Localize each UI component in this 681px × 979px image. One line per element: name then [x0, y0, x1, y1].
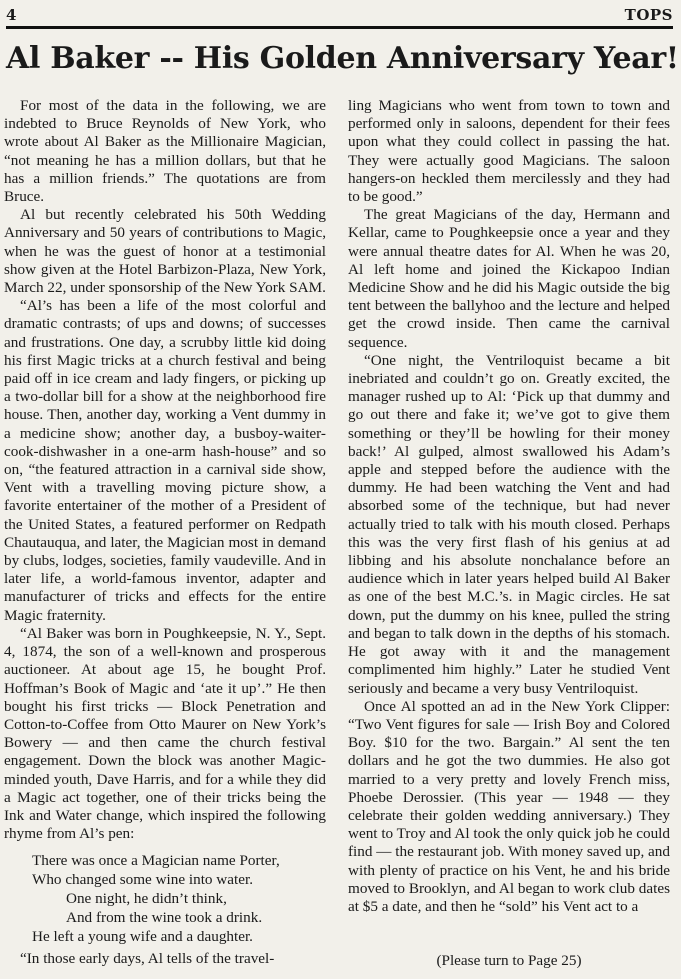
paragraph: Once Al spotted an ad in the New York Clipper: “Two Vent figures for sale — Irish Boy and Colored Boy. $10 for the two. Bargain.” Al sent the ten dollars and he got the two dummies. He also got married to a very pretty and lovely French miss, Phoebe Derossier. (This year — 1948 — they celebrate their golden wedding anniversary.) They went to Troy and Al took the only quick job he could find — the restaurant job. With money saved up, and with plenty of practice on his Vent, he and his bride moved to Brooklyn, and Al began to work club dates at $5 a date, and then he “sold” his Vent act to a — [348, 697, 670, 915]
magazine-name: TOPS — [624, 6, 673, 24]
paragraph: For most of the data in the following, we are indebted to Bruce Reynolds of New York, who wrote about Al Baker as the Millionaire Magician, “not meaning he has a million dollars, but that he has a million friends.” The quotations are from Bruce. — [4, 97, 326, 206]
rhyme-line: There was once a Magician name Porter, — [32, 852, 280, 870]
page-header — [6, 2, 673, 29]
rhyme-line: One night, he didn’t think, — [66, 890, 227, 908]
paragraph: “In those early days, Al tells of the travel- — [20, 950, 275, 968]
rhyme-line: He left a young wife and a daughter. — [32, 928, 253, 946]
paragraph: “One night, the Ventriloquist became a bit inebriated and couldn’t go on. Greatly excited, the manager rushed up to Al: ‘Pick up that dummy and go out there and fake it; we’ve got to give them something or they’ll be howling for their money back!’ Al gulped, almost swallowed his Adam’s apple and stepped before the audience with the dummy. He had been watching the Vent and had absorbed some of the technique, but had never actually tried to talk with his mouth closed. Perhaps this was the very first flash of his genius at ad libbing and his absolute nonchalance before an audience which in later years helped build Al Baker as one of the best M.C.’s. in Magic circles. He sat down, put the dummy on his knee, pulled the string and began to talk down in the depths of his stomach. He got away with it and the management complimented him highly.” Later he studied Vent seriously and became a very busy Ventriloquist. — [348, 351, 670, 697]
paragraph: The great Magicians of the day, Hermann and Kellar, came to Poughkeepsie once a year and they were annual theatre dates for Al. When he was 20, Al left home and joined the Kickapoo Indian Medicine Show and he did his Magic outside the big tent between the ballyhoo and the lecture and helped get the crowd inside. Then came the carnival sequence. — [348, 206, 670, 351]
rhyme — [4, 851, 326, 946]
paragraph: “Al’s has been a life of the most colorful and dramatic contrasts; of ups and downs; of successes and frustrations. One day, a scrubby little kid doing his first Magic tricks at a church festival and being paid off in ice cream and lady fingers, or picking up a two-dollar bill for a show at the neighborhood fire house. Then, another day, working a Vent dummy in a medicine show; another day, a busboy-waiter-cook-dishwasher in a one-arm hash-house” and so on, “the featured attraction in a carnival side show, Vent with a travelling moving picture show, a favorite entertainer of the mother of a President of the United States, a featured performer on Redpath Chautauqua, and later, the Magician most in demand by clubs, lodges, societies, family vaudeville. And in later life, a world-famous inventor, adapter and manufacturer of tricks and effects for the entire Magic fraternity. — [4, 297, 326, 624]
continued-note: (Please turn to Page 25) — [436, 952, 582, 969]
page-number: 4 — [6, 6, 17, 24]
paragraph: Al but recently celebrated his 50th Wedding Anniversary and 50 years of contributions to Magic, when he was the guest of honor at a testimonial show given at the Hotel Barbizon-Plaza, New York, March 22, under sponsorship of the New York SAM. — [4, 206, 326, 297]
left-column — [4, 97, 326, 969]
article-title: Al Baker -- His Golden Anniversary Year! — [6, 41, 679, 76]
rhyme-line: And from the wine took a drink. — [66, 909, 263, 927]
right-column — [348, 97, 670, 916]
paragraph: ling Magicians who went from town to town and performed only in saloons, dependent for their fees upon what they could collect in passing the hat. They were actually good Magicians. The saloon hangers-on heckled them mercilessly and they had to be good.” — [348, 97, 670, 206]
paragraph: “Al Baker was born in Poughkeepsie, N. Y., Sept. 4, 1874, the son of a well-known and prosperous auctioneer. At about age 15, he bought Prof. Hoffman’s Book of Magic and ‘ate it up’.” He then bought his first tricks — Block Penetration and Cotton-to-Coffee from Otto Maurer on New York’s Bowery — and then came the church festival engagement. Down the block was another Magic-minded youth, Dave Harris, and for a while they did a Magic act together, one of their tricks being the Ink and Water change, which inspired the following rhyme from Al’s pen: — [4, 624, 326, 843]
rhyme-line: Who changed some wine into water. — [32, 871, 253, 889]
